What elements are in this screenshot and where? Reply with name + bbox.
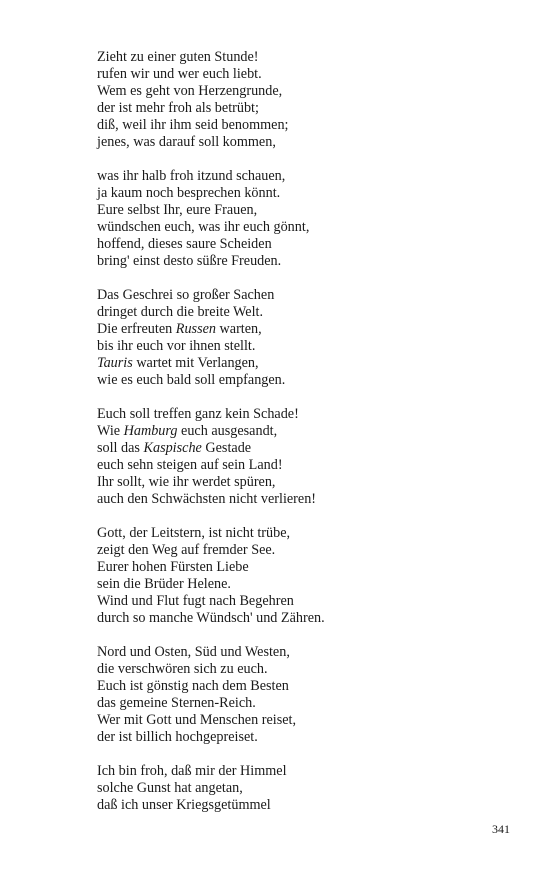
verse-text: Die erfreuten xyxy=(97,321,176,337)
verse-text: dringet durch die breite Welt. xyxy=(97,304,264,320)
verse-line xyxy=(97,406,517,423)
verse-text: rufen wir und wer euch liebt. xyxy=(97,66,262,82)
verse-line xyxy=(97,423,517,440)
verse-line xyxy=(97,610,517,627)
verse-text: sein die Brüder Helene. xyxy=(97,576,231,592)
verse-text: Wie xyxy=(97,423,124,439)
verse-text: zeigt den Weg auf fremder See. xyxy=(97,542,276,558)
verse-text: Das Geschrei so großer Sachen xyxy=(97,287,275,303)
poem-text xyxy=(97,49,517,831)
verse-line xyxy=(97,695,517,712)
verse-line xyxy=(97,797,517,814)
verse-text: Wem es geht von Herzengrunde, xyxy=(97,83,283,99)
italic-name: Tauris xyxy=(97,355,133,371)
verse-line xyxy=(97,321,517,338)
verse-line xyxy=(97,304,517,321)
verse-text: Eurer hohen Fürsten Liebe xyxy=(97,559,249,575)
verse-text: der ist mehr froh als betrübt; xyxy=(97,100,259,116)
verse-line xyxy=(97,287,517,304)
verse-text: durch so manche Wündsch' und Zähren. xyxy=(97,610,325,626)
verse-text: euch ausgesandt, xyxy=(177,423,278,439)
verse-line xyxy=(97,185,517,202)
verse-text: Wind und Flut fugt nach Begehren xyxy=(97,593,294,609)
verse-line xyxy=(97,559,517,576)
verse-line xyxy=(97,440,517,457)
verse-text: auch den Schwächsten nicht verlieren! xyxy=(97,491,317,507)
verse-text: Zieht zu einer guten Stunde! xyxy=(97,49,259,65)
italic-name: Hamburg xyxy=(123,423,178,439)
italic-name: Kaspische xyxy=(143,440,202,456)
verse-line xyxy=(97,355,517,372)
verse-line xyxy=(97,338,517,355)
stanza xyxy=(97,763,517,814)
verse-line xyxy=(97,83,517,100)
verse-text: hoffend, dieses saure Scheiden xyxy=(97,236,272,252)
verse-line xyxy=(97,491,517,508)
verse-text: warten, xyxy=(215,321,262,337)
verse-text: der ist billich hochgepreiset. xyxy=(97,729,258,745)
verse-text: Gott, der Leitstern, ist nicht trübe, xyxy=(97,525,291,541)
verse-text: die verschwören sich zu euch. xyxy=(97,661,268,677)
verse-text: das gemeine Sternen-Reich. xyxy=(97,695,256,711)
verse-line xyxy=(97,661,517,678)
verse-text: Nord und Osten, Süd und Westen, xyxy=(97,644,290,660)
verse-text: Ich bin froh, daß mir der Himmel xyxy=(97,763,287,779)
verse-text: ja kaum noch besprechen könnt. xyxy=(97,185,281,201)
verse-line xyxy=(97,117,517,134)
verse-text: was ihr halb froh itzund schauen, xyxy=(97,168,286,184)
verse-line xyxy=(97,457,517,474)
verse-text: Gestade xyxy=(201,440,252,456)
verse-text: daß ich unser Kriegsgetümmel xyxy=(97,797,271,813)
verse-line xyxy=(97,763,517,780)
verse-line xyxy=(97,474,517,491)
verse-line xyxy=(97,236,517,253)
verse-text: bis ihr euch vor ihnen stellt. xyxy=(97,338,256,354)
verse-text: Eure selbst Ihr, eure Frauen, xyxy=(97,202,258,218)
verse-text: solche Gunst hat angetan, xyxy=(97,780,243,796)
verse-line xyxy=(97,525,517,542)
verse-text: wündschen euch, was ihr euch gönnt, xyxy=(97,219,310,235)
verse-line xyxy=(97,542,517,559)
verse-line xyxy=(97,644,517,661)
verse-line xyxy=(97,253,517,270)
verse-line xyxy=(97,712,517,729)
verse-text: euch sehn steigen auf sein Land! xyxy=(97,457,283,473)
verse-line xyxy=(97,780,517,797)
verse-line xyxy=(97,66,517,83)
verse-text: diß, weil ihr ihm seid benommen; xyxy=(97,117,289,133)
verse-text: soll das xyxy=(97,440,144,456)
verse-line xyxy=(97,100,517,117)
stanza xyxy=(97,49,517,151)
verse-text: wie es euch bald soll empfangen. xyxy=(97,372,286,388)
verse-text: Euch soll treffen ganz kein Schade! xyxy=(97,406,299,422)
verse-line xyxy=(97,219,517,236)
verse-line xyxy=(97,168,517,185)
verse-text: Euch ist gönstig nach dem Besten xyxy=(97,678,289,694)
verse-line xyxy=(97,678,517,695)
italic-name: Russen xyxy=(175,321,216,337)
stanza xyxy=(97,525,517,627)
stanza xyxy=(97,168,517,270)
verse-line xyxy=(97,372,517,389)
verse-line xyxy=(97,134,517,151)
stanza xyxy=(97,406,517,508)
verse-line xyxy=(97,593,517,610)
stanza xyxy=(97,644,517,746)
verse-text: Wer mit Gott und Menschen reiset, xyxy=(97,712,297,728)
page-number: 341 xyxy=(492,822,510,836)
verse-text: wartet mit Verlangen, xyxy=(132,355,259,371)
stanza xyxy=(97,287,517,389)
verse-line xyxy=(97,729,517,746)
verse-text: jenes, was darauf soll kommen, xyxy=(97,134,276,150)
verse-line xyxy=(97,49,517,66)
verse-text: Ihr sollt, wie ihr werdet spüren, xyxy=(97,474,276,490)
verse-line xyxy=(97,576,517,593)
verse-line xyxy=(97,202,517,219)
verse-text: bring' einst desto süßre Freuden. xyxy=(97,253,282,269)
